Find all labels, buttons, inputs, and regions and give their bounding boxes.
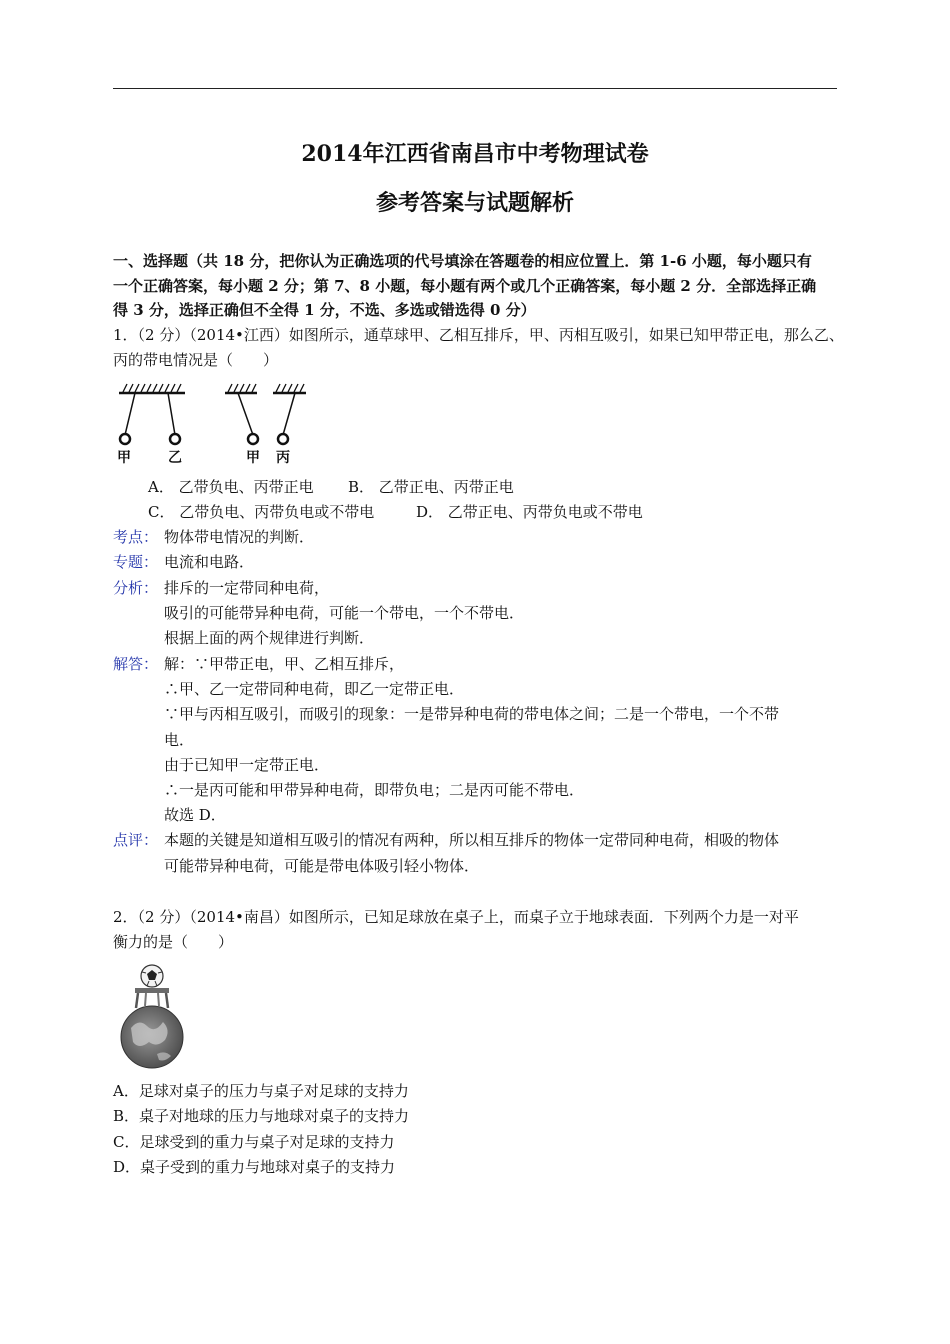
kaodian-text: 物体带电情况的判断． bbox=[164, 528, 315, 546]
fenxi-label: 分析： bbox=[113, 579, 159, 597]
fenxi-line-2: 吸引的可能带异种电荷，可能一个带电，一个不带电． bbox=[164, 604, 525, 622]
zhuanti-text: 电流和电路． bbox=[164, 553, 255, 571]
q1-fig-label-jia-1: 甲 bbox=[117, 450, 131, 466]
q2-option-b: B．桌子对地球的压力与地球对桌子的支持力 bbox=[113, 1107, 410, 1125]
top-rule bbox=[113, 88, 837, 89]
dianping-label: 点评： bbox=[113, 831, 159, 849]
q2-stem-line-2: 衡力的是（ ） bbox=[113, 933, 234, 951]
fenxi-line-3: 根据上面的两个规律进行判断． bbox=[164, 629, 375, 647]
q1-fig-label-yi: 乙 bbox=[168, 450, 182, 466]
q2-stem-line-1: 2．（2 分）（2014•南昌）如图所示，已知足球放在桌子上，而桌子立于地球表面．下列两个力是一对平 bbox=[113, 908, 799, 926]
q1-stem-line-2: 丙的带电情况是（ ） bbox=[113, 351, 279, 369]
q2-option-d: D．桌子受到的重力与地球对桌子的支持力 bbox=[113, 1158, 396, 1176]
q1-option-d: D． 乙带正电、丙带负电或不带电 bbox=[416, 503, 643, 521]
jieda-line-2: ∴甲、乙一定带同种电荷，即乙一定带正电． bbox=[164, 680, 465, 698]
page-subtitle: 参考答案与试题解析 bbox=[375, 190, 574, 216]
jieda-line-5: 由于已知甲一定带正电． bbox=[164, 756, 330, 774]
section-heading-line-3: 得 3 分，选择正确但不全得 1 分，不选、多选或错选得 0 分） bbox=[113, 301, 536, 319]
q1-fig-label-jia-2: 甲 bbox=[246, 450, 260, 466]
q1-fig-label-bing: 丙 bbox=[276, 450, 290, 466]
q1-option-b: B． 乙带正电、丙带正电 bbox=[348, 478, 514, 496]
q1-stem-line-1: 1．（2 分）（2014•江西）如图所示，通草球甲、乙相互排斥，甲、丙相互吸引，如果已知甲带正电，那么乙、 bbox=[113, 326, 844, 344]
jieda-line-7: 故选 D． bbox=[164, 806, 226, 824]
section-heading-line-2: 一个正确答案，每小题 2 分；第 7、8 小题，每小题有两个或几个正确答案，每小题 2 分．全部选择正确 bbox=[113, 277, 817, 295]
jieda-line-6: ∴一是丙可能和甲带异种电荷，即带负电；二是丙可能不带电． bbox=[164, 781, 585, 799]
page-title: 2014年江西省南昌市中考物理试卷 bbox=[301, 141, 649, 167]
q1-option-a: A． 乙带负电、丙带正电 bbox=[148, 478, 314, 496]
dianping-line-1: 本题的关键是知道相互吸引的情况有两种，所以相互排斥的物体一定带同种电荷，相吸的物体 bbox=[164, 831, 780, 849]
jieda-line-1: 解：∵甲带正电，甲、乙相互排斥， bbox=[164, 655, 405, 673]
jieda-line-3: ∵甲与丙相互吸引，而吸引的现象：一是带异种电荷的带电体之间；二是一个带电，一个不带 bbox=[164, 705, 780, 723]
q1-option-c: C． 乙带负电、丙带负电或不带电 bbox=[148, 503, 375, 521]
q2-earth-table-ball-figure bbox=[113, 958, 193, 1070]
q2-option-a: A．足球对桌子的压力与桌子对足球的支持力 bbox=[113, 1082, 409, 1100]
jieda-line-4: 电． bbox=[164, 731, 195, 749]
kaodian-label: 考点： bbox=[113, 528, 159, 546]
jieda-label: 解答： bbox=[113, 655, 159, 673]
q2-option-c: C．足球受到的重力与桌子对足球的支持力 bbox=[113, 1133, 395, 1151]
section-heading-line-1: 一、选择题（共 18 分，把你认为正确选项的代号填涂在答题卷的相应位置上．第 1-6 小题，每小题只有 bbox=[113, 252, 812, 270]
dianping-line-2: 可能带异种电荷，可能是带电体吸引轻小物体． bbox=[164, 857, 480, 875]
fenxi-line-1: 排斥的一定带同种电荷， bbox=[164, 579, 330, 597]
q1-pendulum-figure bbox=[113, 380, 313, 466]
zhuanti-label: 专题： bbox=[113, 553, 159, 571]
